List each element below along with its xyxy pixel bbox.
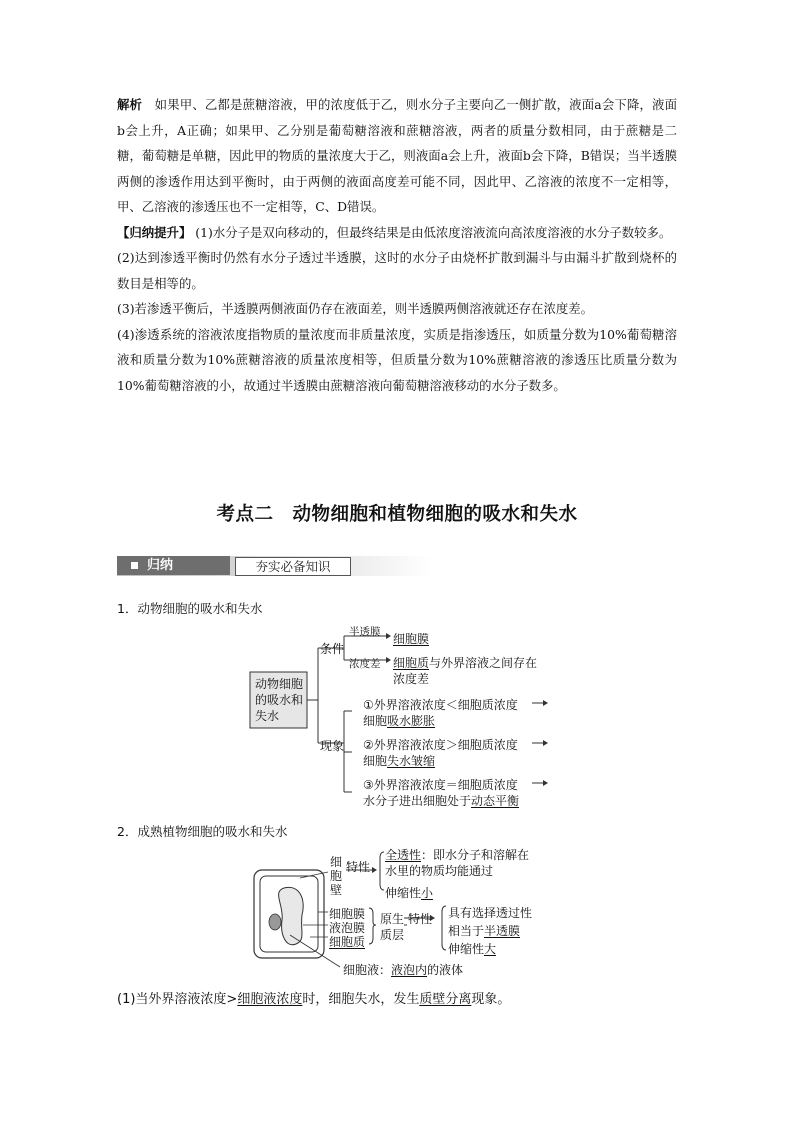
last-post: 现象。 [471, 992, 511, 1007]
all-rest: ：即水分子和溶解在 [421, 848, 530, 862]
cytoplasm-label: 细胞质 [329, 935, 366, 949]
eq-pre: 相当于 [448, 924, 485, 938]
cell-sap-label [343, 961, 463, 978]
wall-char-3: 壁 [330, 883, 343, 897]
wall-property-label: 特性 [346, 860, 371, 874]
analysis-text: 如果甲、乙都是蔗糖溶液，甲的浓度低于乙，则水分子主要向乙一侧扩散，液面a会下降，液面b会上升，A正确；如果甲、乙分别是葡萄糖溶液和蔗糖溶液，两者的质量分数相同，由于蔗糖是二糖，葡萄糖是单糖，因此甲的物质的量浓度大于乙，则液面a会上升，液面b会下降，B错误；当半透膜两侧的渗透作用达到平衡时，由于两侧的液面高度差可能不同，因此甲、乙溶液的浓度不一定相等，甲、乙溶液的渗透压也不一定相等，C、D错误。 [117, 97, 678, 214]
root-line-3: 失水 [255, 709, 280, 723]
summary-item-1: (1)水分子是双向移动的，但最终结果是由低浓度溶液流向高浓度溶液的水分子数较多。 [191, 224, 672, 240]
phenomenon-2a: ②外界溶液浓度＞细胞质浓度 [363, 738, 518, 752]
proto-elasticity [448, 940, 496, 957]
wall-elasticity [385, 884, 433, 901]
summary-item-2: (2)达到渗透平衡时仍然有水分子透过半透膜，这时的水分子由烧杯扩散到漏斗与由漏斗扩散到烧杯的数目是相等的。 [117, 250, 677, 291]
phenomenon-1a: ①外界溶液浓度＜细胞质浓度 [363, 698, 518, 712]
last-ul1: 细胞液浓度 [237, 992, 303, 1007]
vacuole-membrane-label: 液泡膜 [329, 921, 366, 935]
membrane-label: 细胞膜 [329, 907, 366, 921]
wall-char-2: 胞 [330, 869, 343, 883]
sap-ul: 液泡内 [391, 963, 428, 977]
nucleus-shape [269, 914, 281, 930]
root-line-1: 动物细胞 [255, 677, 304, 691]
bar-label-right: 夯实必备知识 [235, 557, 351, 576]
wall-permeability-2: 水里的物质均能通过 [385, 864, 494, 878]
sap-post: 的液体 [427, 963, 464, 977]
last-mid: 时，细胞失水，发生 [302, 992, 420, 1007]
concentration-text: 与外界溶液之间存在 [429, 656, 538, 670]
wall-permeability [385, 846, 529, 863]
phenomenon-label: 现象 [320, 739, 345, 753]
summary-label: 【归纳提升】 [117, 224, 192, 240]
semi-membrane-value: 细胞膜 [393, 632, 430, 646]
selective-permeability: 具有选择透过性 [448, 906, 533, 920]
cell-wall-label [330, 855, 342, 897]
all-ul: 全透性 [385, 848, 422, 862]
subheading-plant: 2．成熟植物细胞的吸水和失水 [117, 824, 288, 839]
semi-membrane-label: 半透膜 [349, 626, 381, 638]
summary-item-3: (3)若渗透平衡后，半透膜两侧液面仍存在液面差，则半透膜两侧溶液就还存在浓度差。 [117, 301, 594, 316]
bar-left-text: 归纳 [147, 558, 174, 573]
proto-2: 质层 [380, 928, 405, 942]
st2-ul: 大 [484, 942, 497, 956]
p1b-pre: 细胞 [363, 714, 388, 728]
last-ul2: 质壁分离 [419, 992, 472, 1007]
st2-pre: 伸缩性 [448, 942, 485, 956]
p3b-ul: 动态平衡 [471, 794, 520, 808]
p2b-pre: 细胞 [363, 754, 388, 768]
proto-1: 原生 [380, 912, 405, 926]
stretch-pre: 伸缩性 [385, 886, 422, 900]
equivalent-semi [448, 922, 520, 939]
wall-char-1: 细 [330, 855, 343, 869]
analysis-label: 解析 [117, 97, 143, 112]
cytoplasm-underlined: 细胞质 [393, 656, 430, 670]
summary-item-4: (4)渗透系统的溶液浓度指物质的量浓度而非质量浓度，实质是指渗透压，如质量分数为10%葡萄糖溶液和质量分数为10%蔗糖溶液的质量浓度相等，但质量分数为10%蔗糖溶液的渗透压比质量分数为10%葡萄糖溶液的小，故通过半透膜由蔗糖溶液向葡萄糖溶液移动的水分子数多。 [117, 326, 677, 393]
p2b-ul: 失水皱缩 [387, 754, 436, 768]
last-pre: (1)当外界溶液浓度> [117, 992, 238, 1007]
phenomenon-3a: ③外界溶液浓度＝细胞质浓度 [363, 778, 518, 792]
proto-property-label: 特性 [408, 912, 433, 926]
section-title: 考点二 动物细胞和植物细胞的吸水和失水 [216, 504, 578, 525]
p1b-ul: 吸水膨胀 [387, 714, 436, 728]
plasmolysis-line [117, 988, 510, 1007]
sap-pre: 细胞液： [343, 963, 392, 977]
eq-ul: 半透膜 [484, 924, 521, 938]
stretch-ul: 小 [421, 886, 434, 900]
p3b-pre: 水分子进出细胞处于 [363, 794, 472, 808]
subheading-animal: 1．动物细胞的吸水和失水 [117, 601, 263, 616]
root-line-2: 的吸水和 [255, 693, 304, 707]
concentration-label: 浓度差 [349, 658, 381, 670]
protoplast-label [380, 911, 404, 943]
condition-label: 条件 [320, 642, 345, 656]
concentration-value-2: 浓度差 [393, 672, 430, 686]
